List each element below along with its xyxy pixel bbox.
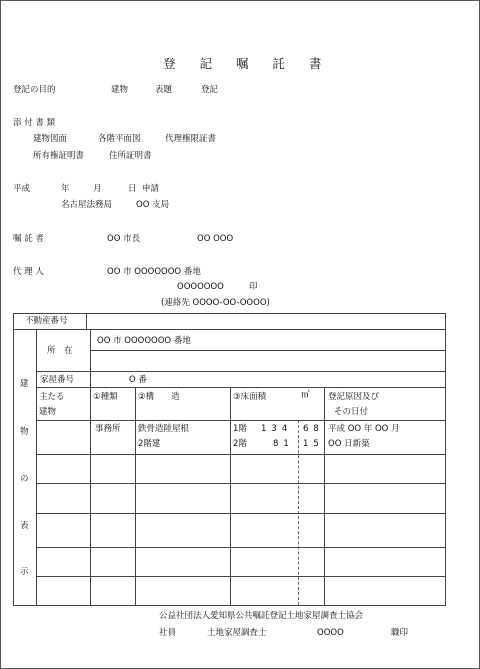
footer-seal: 職印 bbox=[391, 628, 409, 638]
column-cause-header-1: 登記原因及び bbox=[328, 392, 380, 402]
office-name: 名古屋法務局 bbox=[61, 200, 113, 210]
office-branch: OO 支局 bbox=[136, 200, 170, 210]
date-apply: 申請 bbox=[142, 184, 160, 194]
side-label-char-5: 示 bbox=[20, 567, 29, 577]
date-day: 日 bbox=[128, 184, 137, 194]
footer-association: 公益社団法人愛知県公共嘱託登記土地家屋調査士協会 bbox=[159, 611, 364, 621]
main-building-label-1: 主たる bbox=[39, 392, 65, 402]
purpose-value-building: 建物 bbox=[111, 85, 129, 95]
attachment-floor-plans: 各階平面図 bbox=[98, 134, 141, 144]
side-label-char-2: 物 bbox=[20, 427, 29, 437]
date-year: 年 bbox=[61, 184, 70, 194]
location-value: OO 市 OOOOOOO 番地 bbox=[97, 336, 191, 346]
column-kind-header: ①種類 bbox=[93, 392, 118, 402]
real-estate-number-label: 不動産番号 bbox=[25, 316, 68, 326]
attachments-label: 添 付 書 類 bbox=[13, 118, 56, 128]
row1-structure: 鉄骨造陸屋根 bbox=[138, 424, 190, 434]
row2-area-integer: 81 bbox=[273, 439, 294, 449]
row2-floor: 2階 bbox=[233, 439, 247, 449]
location-label: 所 在 bbox=[47, 346, 73, 356]
agent-label: 代 理 人 bbox=[13, 267, 44, 277]
purpose-label: 登記の目的 bbox=[13, 85, 56, 95]
footer-role: 土地家屋調査士 bbox=[207, 628, 267, 638]
column-structure-header: ②構 造 bbox=[138, 392, 180, 402]
attachment-ownership-certificate: 所有権証明書 bbox=[33, 151, 85, 161]
row2-cause: OO 日新築 bbox=[328, 439, 370, 449]
attachment-building-drawing: 建物図面 bbox=[33, 134, 68, 144]
attachment-proxy-certificate: 代理権限証書 bbox=[165, 134, 217, 144]
row1-kind: 事務所 bbox=[95, 424, 121, 434]
agent-seal: 印 bbox=[249, 282, 258, 292]
row1-area-decimal: 68 bbox=[303, 424, 324, 434]
row2-area-decimal: 15 bbox=[303, 439, 324, 449]
attachment-address-certificate: 住所証明書 bbox=[109, 151, 152, 161]
footer-name: OOOO bbox=[317, 628, 344, 638]
purpose-value-registration: 登記 bbox=[201, 85, 219, 95]
house-number-value: O 番 bbox=[129, 375, 147, 385]
purpose-value-title: 表題 bbox=[155, 85, 173, 95]
column-floor-area-header: ③床面積 bbox=[233, 392, 267, 402]
house-number-label: 家屋番号 bbox=[40, 375, 75, 385]
requester-label: 嘱 託 者 bbox=[13, 234, 44, 244]
date-era: 平成 bbox=[13, 184, 31, 194]
side-label-char-1: 建 bbox=[20, 379, 29, 389]
requester-city: OO 市長 bbox=[107, 234, 141, 244]
column-cause-header-2: その日付 bbox=[334, 407, 369, 417]
row2-structure: 2階建 bbox=[138, 439, 161, 449]
side-label-char-4: 表 bbox=[20, 521, 29, 531]
side-label-char-3: の bbox=[20, 474, 29, 484]
requester-name: OO OOO bbox=[197, 234, 234, 244]
row1-cause: 平成 OO 年 OO 月 bbox=[328, 424, 400, 434]
agent-address: OO 市 OOOOOOO 番地 bbox=[107, 267, 201, 277]
agent-contact: (連絡先 OOOO-OO-OOOO) bbox=[161, 298, 270, 308]
row1-area-integer: 134 bbox=[261, 424, 293, 434]
main-building-label-2: 建物 bbox=[39, 407, 57, 417]
row1-floor: 1階 bbox=[233, 424, 247, 434]
column-floor-area-unit: ㎡ bbox=[301, 390, 310, 400]
date-month: 月 bbox=[93, 184, 102, 194]
footer-member: 社員 bbox=[159, 628, 177, 638]
agent-name: OOOOOOO bbox=[177, 282, 224, 292]
page-title: 登 記 嘱 託 書 bbox=[163, 56, 332, 71]
